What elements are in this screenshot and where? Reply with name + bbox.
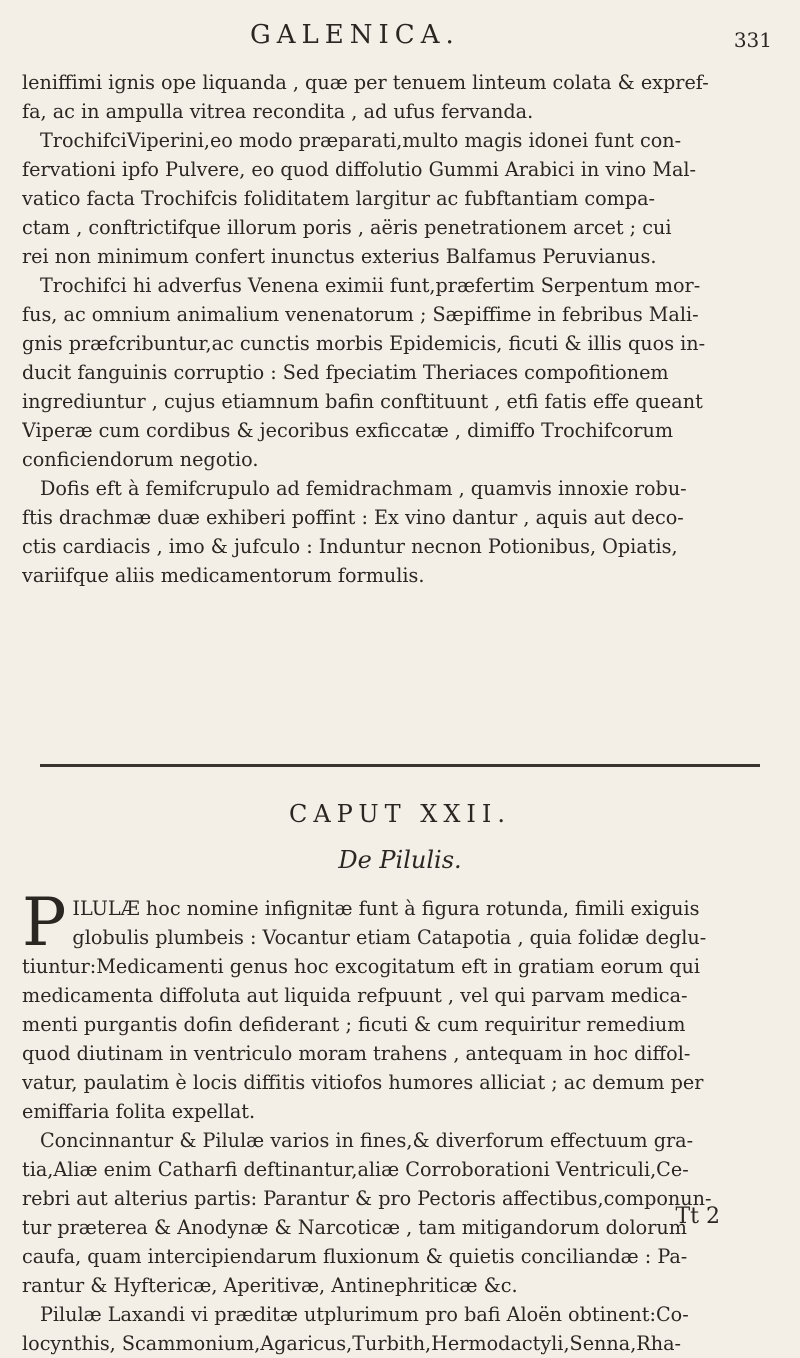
text-line: Viperæ cum cordibus & jecoribus exficcatæ , dimiffo Trochifcorum (22, 419, 674, 442)
paragraph-top (22, 68, 782, 590)
text-line: leniffimi ignis ope liquanda , quæ per tenuem linteum colata & expref- (22, 71, 709, 94)
text-line: TrochifciViperini,eo modo præparati,multo magis idonei funt con- (40, 129, 682, 152)
text-line: ctis cardiacis , imo & jufculo : Induntur necnon Potionibus, Opiatis, (22, 535, 678, 558)
text-line: variifque aliis medicamentorum formulis. (22, 564, 425, 587)
signature-mark: Tt 2 (675, 1204, 720, 1229)
text-line: locynthis, Scammonium,Agaricus,Turbith,Hermodactyli,Senna,Rha- (22, 1332, 682, 1355)
text-line: vatico facta Trochifcis foliditatem largitur ac fubftantiam compa- (22, 187, 656, 210)
text-line: menti purgantis dofin defiderant ; ficuti & cum requiritur remedium (22, 1013, 686, 1036)
drop-cap: P (22, 894, 67, 952)
text-line: tur præterea & Anodynæ & Narcoticæ , tam mitigandorum dolorum (22, 1216, 687, 1239)
text-line: Trochifci hi adverfus Venena eximii funt,præfertim Serpentum mor- (40, 274, 701, 297)
text-line: vatur, paulatim è locis diffitis vitiofos humores alliciat ; ac demum per (22, 1071, 704, 1094)
text-line: Concinnantur & Pilulæ varios in fines,& diverforum effectuum gra- (40, 1129, 694, 1152)
text-line: emiffaria folita expellat. (22, 1100, 256, 1123)
text-line: fus, ac omnium animalium venenatorum ; Sæpiffime in febribus Mali- (22, 303, 699, 326)
text-line: ducit fanguinis corruptio : Sed fpeciatim Theriaces compofitionem (22, 361, 669, 384)
text-line: tia,Aliæ enim Catharfi deftinantur,aliæ Corroborationi Ventriculi,Ce- (22, 1158, 689, 1181)
paragraph-bottom (22, 894, 782, 1358)
text-line: ctam , conftrictifque illorum poris , aëris penetrationem arcet ; cui (22, 216, 672, 239)
chapter-heading: CAPUT XXII. (288, 800, 512, 828)
text-line: fa, ac in ampulla vitrea recondita , ad ufus fervanda. (22, 100, 534, 123)
text-line: rantur & Hyftericæ, Aperitivæ, Antinephriticæ &c. (22, 1274, 518, 1297)
text-line: ftis drachmæ duæ exhiberi poffint : Ex vino dantur , aquis aut deco- (22, 506, 684, 529)
chapter-subtitle: De Pilulis. (338, 846, 462, 874)
text-line: gnis præfcribuntur,ac cunctis morbis Epidemicis, ficuti & illis quos in- (22, 332, 706, 355)
text-line: globulis plumbeis : Vocantur etiam Catapotia , quia folidæ deglu- (72, 926, 707, 949)
text-line: tiuntur:Medicamenti genus hoc excogitatum eft in gratiam eorum qui (22, 955, 701, 978)
opening-lines (22, 894, 782, 952)
text-line: caufa, quam intercipiendarum fluxionum & quietis conciliandæ : Pa- (22, 1245, 688, 1268)
text-line: rebri aut alterius partis: Parantur & pro Pectoris affectibus,componun- (22, 1187, 712, 1210)
text-line: medicamenta diffoluta aut liquida refpuunt , vel qui parvam medica- (22, 984, 688, 1007)
text-line: Dofis eft à femifcrupulo ad femidrachmam , quamvis innoxie robu- (40, 477, 687, 500)
text-line: rei non minimum confert inunctus exterius Balfamus Peruvianus. (22, 245, 657, 268)
text-line: quod diutinam in ventriculo moram trahens , antequam in hoc diffol- (22, 1042, 691, 1065)
page-number: 331 (733, 28, 772, 52)
page-header (0, 20, 800, 60)
text-line: ILULÆ hoc nomine infignitæ funt à figura rotunda, fimili exiguis (72, 897, 700, 920)
running-head: GALENICA. (250, 20, 460, 50)
text-line: fervationi ipfo Pulvere, eo quod diffolutio Gummi Arabici in vino Mal- (22, 158, 697, 181)
text-line: ingrediuntur , cujus etiamnum bafin conftituunt , etfi fatis effe queant (22, 390, 703, 413)
text-line: Pilulæ Laxandi vi præditæ utplurimum pro bafi Aloën obtinent:Co- (40, 1303, 689, 1326)
section-divider (40, 764, 760, 767)
text-line: conficiendorum negotio. (22, 448, 259, 471)
